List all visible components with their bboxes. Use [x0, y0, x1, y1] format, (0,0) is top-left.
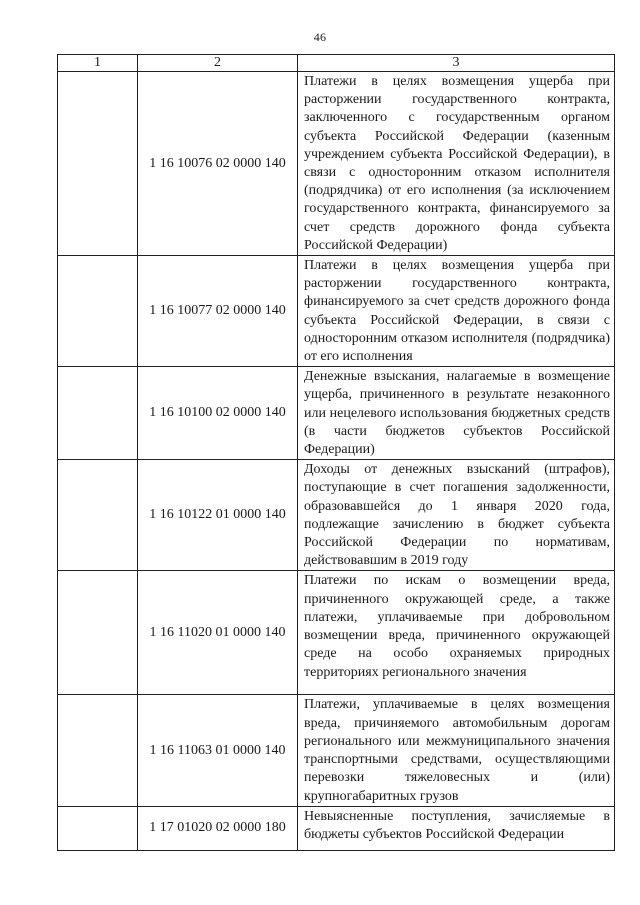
description-cell: Денежные взыскания, налагаемые в возмещение ущерба, причиненного в результате незаконного или нецелевого использования бюджетных средств (в части бюджетов субъектов Российской Федерации)	[298, 367, 615, 460]
budget-code-cell: 1 16 10100 02 0000 140	[138, 367, 298, 460]
table-row	[58, 72, 615, 256]
description-cell: Платежи в целях возмещения ущерба при расторжении государственного контракта, заключенного с государственным органом субъекта Российской Федерации (казенным учреждением субъекта Российской Федерации), в связи с односторонним отказом исполнителя (подрядчика) от его исполнения (за исключением государственного контракта, финансируемого за счет средств дорожного фонда субъекта Российской Федерации)	[298, 72, 615, 256]
row-col1-cell	[58, 460, 138, 571]
row-col1-cell	[58, 806, 138, 850]
row-col1-cell	[58, 571, 138, 695]
description-cell: Невыясненные поступления, зачисляемые в бюджеты субъектов Российской Федерации	[298, 806, 615, 850]
description-cell: Доходы от денежных взысканий (штрафов), поступающие в счет погашения задолженности, образовавшейся до 1 января 2020 года, подлежащие зачислению в бюджет субъекта Российской Федерации по нормативам, действовавшим в 2019 году	[298, 460, 615, 571]
budget-code-cell: 1 16 11063 01 0000 140	[138, 695, 298, 806]
budget-code-cell: 1 16 10077 02 0000 140	[138, 256, 298, 367]
budget-code-cell: 1 16 11020 01 0000 140	[138, 571, 298, 695]
table-header-row	[58, 55, 615, 72]
description-cell: Платежи по искам о возмещении вреда, причиненного окружающей среде, а также платежи, уплачиваемые при добровольном возмещении вреда, причиненного окружающей среде на особо охраняемых природных территориях регионального значения	[298, 571, 615, 695]
column-header-1: 1	[58, 55, 138, 72]
row-col1-cell	[58, 72, 138, 256]
description-cell: Платежи, уплачиваемые в целях возмещения вреда, причиняемого автомобильным дорогам регионального или межмуниципального значения транспортными средствами, осуществляющими перевозки тяжеловесных и (или) крупногабаритных грузов	[298, 695, 615, 806]
budget-code-cell: 1 16 10122 01 0000 140	[138, 460, 298, 571]
column-header-3: 3	[298, 55, 615, 72]
row-col1-cell	[58, 256, 138, 367]
page-number: 46	[313, 30, 327, 44]
table-row	[58, 367, 615, 460]
row-col1-cell	[58, 695, 138, 806]
description-cell: Платежи в целях возмещения ущерба при расторжении государственного контракта, финансируемого за счет средств дорожного фонда субъекта Российской Федерации, в связи с односторонним отказом исполнителя (подрядчика) от его исполнения	[298, 256, 615, 367]
row-col1-cell	[58, 367, 138, 460]
table-row	[58, 695, 615, 806]
budget-revenue-table	[57, 54, 615, 851]
table-row	[58, 571, 615, 695]
budget-code-cell: 1 16 10076 02 0000 140	[138, 72, 298, 256]
table-row	[58, 256, 615, 367]
table-row	[58, 806, 615, 850]
budget-code-cell: 1 17 01020 02 0000 180	[138, 806, 298, 850]
table-row	[58, 460, 615, 571]
column-header-2: 2	[138, 55, 298, 72]
